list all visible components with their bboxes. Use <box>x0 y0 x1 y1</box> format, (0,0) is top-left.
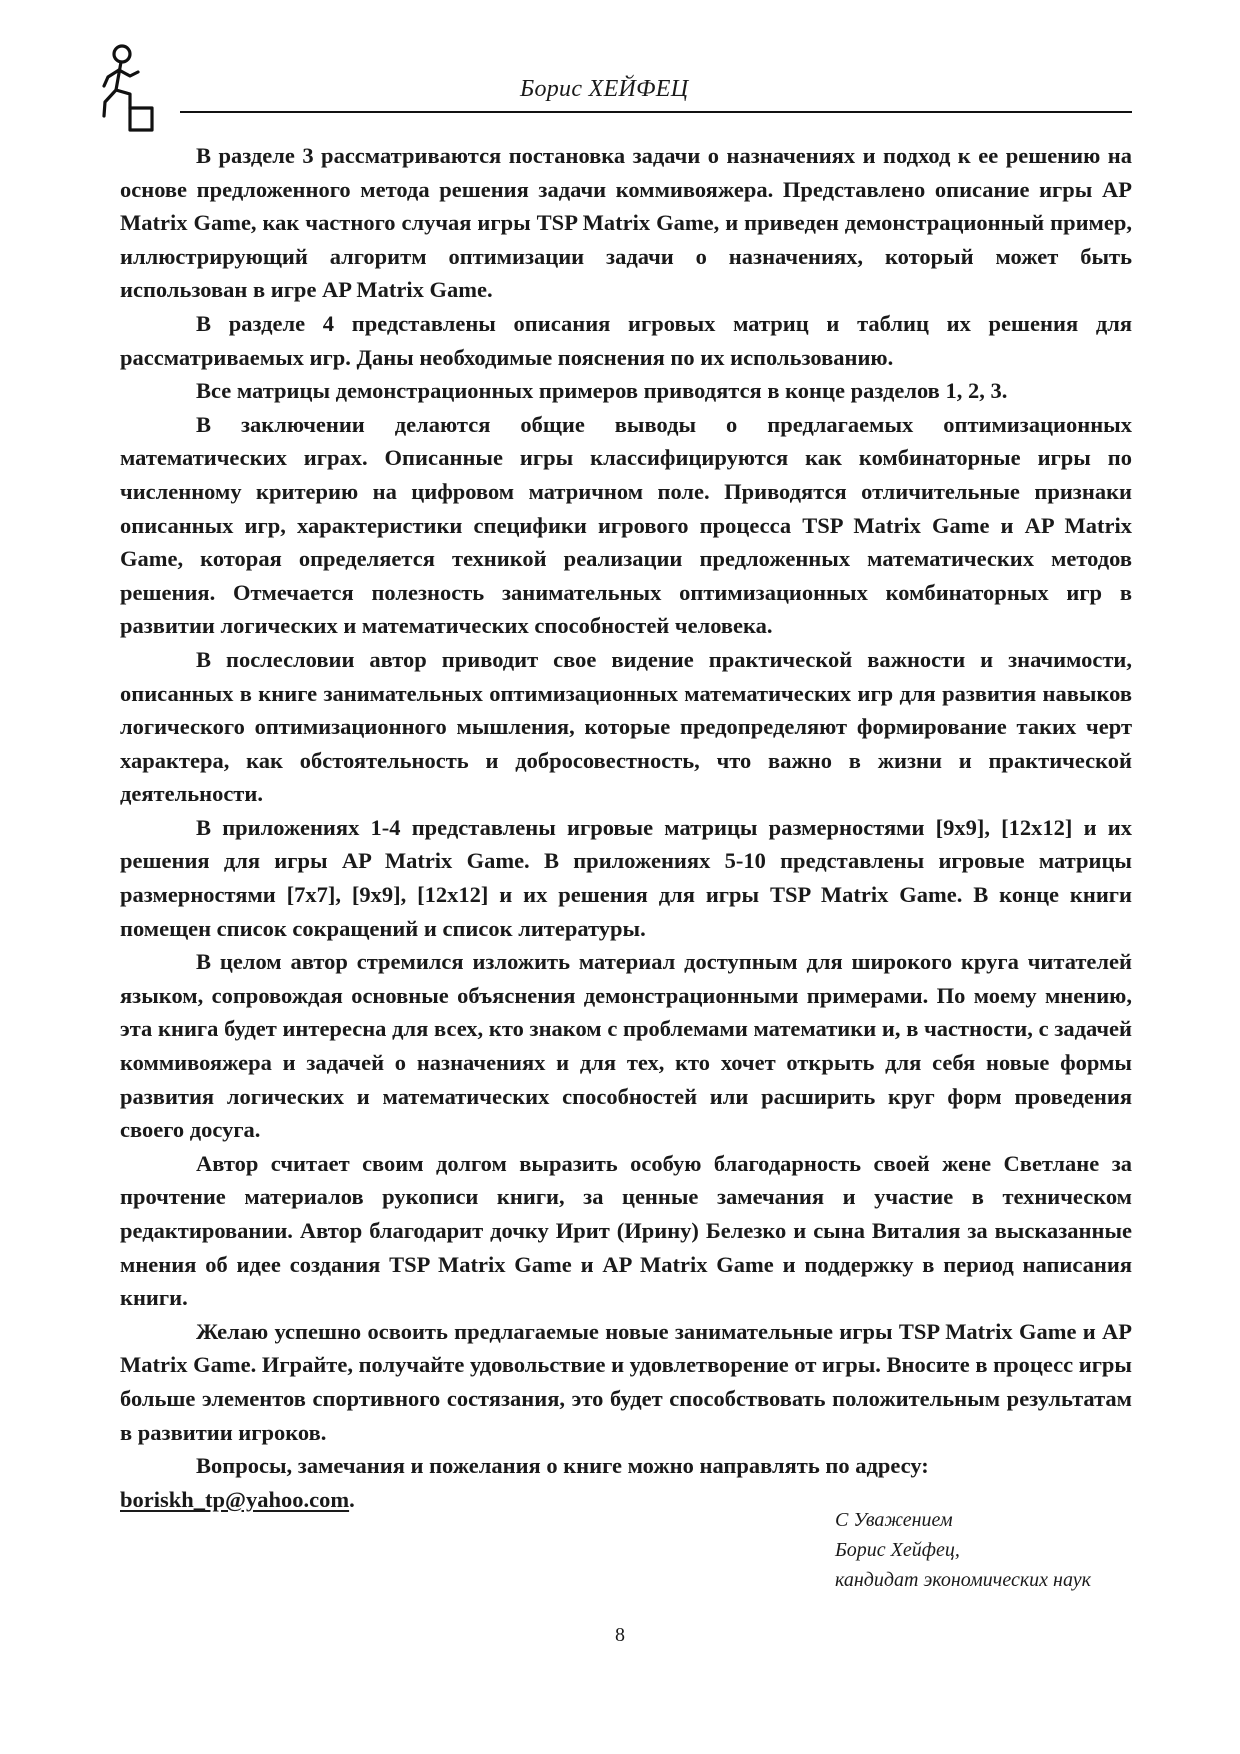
paragraph-acknowledgements: Автор считает своим долгом выразить особую благодарность своей жене Светлане за прочтение материалов рукописи книги, за ценные замечания и участие в техническом редактировании. Автор благодарит дочку Ирит (Ирину) Белезко и сына Виталия за высказанные мнения об идее создания TSP Matrix Game и AP Matrix Game и поддержку в период написания книги. <box>120 1150 1132 1311</box>
paragraph-appendices: В приложениях 1-4 представлены игровые матрицы размерностями [9x9], [12x12] и их решения для игры AP Matrix Game. В приложениях 5-10 представлены игровые матрицы размерностями [7x7], [9x9], [12x12] и их решения для игры TSP Matrix Game. В конце книги помещен список сокращений и список литературы. <box>120 814 1132 941</box>
signature-salutation: С Уважением <box>835 1509 953 1531</box>
paragraph-demo-matrices: Все матрицы демонстрационных примеров приводятся в конце разделов 1, 2, 3. <box>196 378 1008 404</box>
paragraph-audience: В целом автор стремился изложить материал доступным для широкого круга читателей языком, сопровождая основные объяснения демонстрационными примерами. По моему мнению, эта книга будет интересна для всех, кто знаком с проблемами математики и, в частности, с задачей коммивояжера и задачей о назначениях и для тех, кто хочет открыть для себя новые формы развития логических и математических способностей или расширить круг форм проведения своего досуга. <box>120 949 1132 1143</box>
contact-lead: Вопросы, замечания и пожелания о книге можно направлять по адресу: <box>196 1453 929 1479</box>
contact-trailing-period: . <box>349 1486 355 1512</box>
header-divider <box>180 111 1132 113</box>
logo <box>102 44 174 136</box>
paragraph-afterword: В послесловии автор приводит свое видение практической важности и значимости, описанных в книге занимательных оптимизационных математических игр для развития навыков логического оптимизационного мышления, которые предопределяют формирование таких черт характера, как обстоятельность и добросовестность, что важно в жизни и практической деятельности. <box>120 646 1132 807</box>
signature-block <box>835 1505 1091 1595</box>
paragraph-section-4: В разделе 4 представлены описания игровых матриц и таблиц их решения для рассматриваемых игр. Даны необходимые пояснения по их использованию. <box>120 310 1132 370</box>
paragraph-conclusion: В заключении делаются общие выводы о предлагаемых оптимизационных математических играх. Описанные игры классифицируются как комбинаторные игры по численному критерию на цифровом матричном поле. Приводятся отличительные признаки описанных игр, характеристики специфики игрового процесса TSP Matrix Game и AP Matrix Game, которая определяется техникой реализации предложенных математических методов решения. Отмечается полезность занимательных оптимизационных комбинаторных игр в развитии логических и математических способностей человека. <box>120 411 1132 639</box>
signature-title: кандидат экономических наук <box>835 1569 1091 1591</box>
paragraph-section-3: В разделе 3 рассматриваются постановка задачи о назначениях и подход к ее решению на основе предложенного метода решения задачи коммивояжера. Представлено описание игры AP Matrix Game, как частного случая игры TSP Matrix Game, и приведен демонстрационный пример, иллюстрирующий алгоритм оптимизации задачи о назначениях, который может быть использован в игре AP Matrix Game. <box>120 143 1132 303</box>
page-number: 8 <box>615 1624 625 1646</box>
running-header-author: Борис ХЕЙФЕЦ <box>520 76 689 102</box>
stick-figure-stepping-on-box-icon <box>102 44 174 136</box>
paragraph-wishes: Желаю успешно освоить предлагаемые новые занимательные игры TSP Matrix Game и AP Matrix Game. Играйте, получайте удовольствие и удовлетворение от игры. Вносите в процесс игры больше элементов спортивного состязания, это будет способствовать положительным результатам в развитии игроков. <box>120 1318 1132 1445</box>
body-text <box>120 139 1132 1516</box>
signature-name: Борис Хейфец, <box>835 1539 960 1561</box>
email-link[interactable]: boriskh_tp@yahoo.com <box>120 1486 350 1512</box>
